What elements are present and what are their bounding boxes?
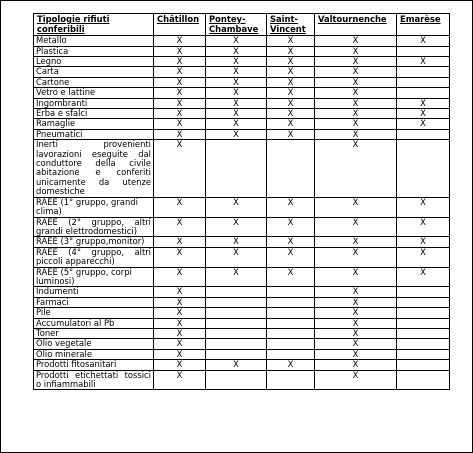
table-row: [34, 129, 450, 139]
mark-cell-saint-vincent: X: [267, 88, 315, 98]
mark-cell-emarese: [397, 297, 450, 307]
table-row: [34, 297, 450, 307]
mark-cell-chatillon: X: [154, 119, 206, 129]
waste-type-cell: Olio vegetale: [34, 339, 154, 349]
mark-cell-saint-vincent: [267, 308, 315, 318]
waste-type-cell: Prodotti etichettati tossici o infiammabili: [34, 370, 154, 390]
waste-type-cell: Accumulatori al Pb: [34, 318, 154, 328]
mark-cell-saint-vincent: X: [267, 247, 315, 267]
mark-cell-chatillon: X: [154, 129, 206, 139]
header-chatillon: Châtillon: [154, 14, 206, 36]
mark-cell-emarese: [397, 339, 450, 349]
waste-type-cell: RAEE (1° gruppo, grandi clima): [34, 197, 154, 217]
waste-type-cell: Legno: [34, 57, 154, 67]
mark-cell-emarese: X: [397, 267, 450, 287]
mark-cell-saint-vincent: [267, 339, 315, 349]
table-row: [34, 247, 450, 267]
mark-cell-saint-vincent: X: [267, 67, 315, 77]
waste-type-cell: Ingombranti: [34, 98, 154, 108]
mark-cell-saint-vincent: [267, 370, 315, 390]
mark-cell-pontey-chambave: X: [206, 129, 267, 139]
mark-cell-emarese: [397, 360, 450, 370]
mark-cell-saint-vincent: X: [267, 237, 315, 247]
waste-type-cell: Pile: [34, 308, 154, 318]
table-row: [34, 287, 450, 297]
mark-cell-chatillon: X: [154, 197, 206, 217]
waste-type-cell: Erba e sfalci: [34, 109, 154, 119]
mark-cell-chatillon: X: [154, 287, 206, 297]
mark-cell-saint-vincent: X: [267, 217, 315, 237]
mark-cell-emarese: [397, 129, 450, 139]
table-row: [34, 197, 450, 217]
waste-type-cell: Indumenti: [34, 287, 154, 297]
mark-cell-chatillon: X: [154, 237, 206, 247]
mark-cell-valtournenche: X: [315, 109, 397, 119]
mark-cell-valtournenche: X: [315, 67, 397, 77]
header-pontey-chambave: Pontey-Chambave: [206, 14, 267, 36]
mark-cell-valtournenche: X: [315, 247, 397, 267]
mark-cell-chatillon: X: [154, 140, 206, 197]
mark-cell-emarese: [397, 140, 450, 197]
mark-cell-chatillon: X: [154, 297, 206, 307]
header-saint-vincent: Saint-Vincent: [267, 14, 315, 36]
mark-cell-pontey-chambave: X: [206, 197, 267, 217]
mark-cell-emarese: X: [397, 119, 450, 129]
mark-cell-pontey-chambave: [206, 308, 267, 318]
mark-cell-valtournenche: X: [315, 36, 397, 46]
mark-cell-pontey-chambave: X: [206, 67, 267, 77]
header-emarese: Emarèse: [397, 14, 450, 36]
mark-cell-emarese: [397, 318, 450, 328]
mark-cell-emarese: X: [397, 197, 450, 217]
mark-cell-saint-vincent: X: [267, 57, 315, 67]
table-row: [34, 360, 450, 370]
table-row: [34, 67, 450, 77]
mark-cell-valtournenche: X: [315, 57, 397, 67]
mark-cell-saint-vincent: [267, 318, 315, 328]
waste-type-cell: Vetro e lattine: [34, 88, 154, 98]
mark-cell-pontey-chambave: [206, 318, 267, 328]
mark-cell-pontey-chambave: [206, 328, 267, 338]
mark-cell-pontey-chambave: [206, 349, 267, 359]
mark-cell-chatillon: X: [154, 339, 206, 349]
table-row: [34, 217, 450, 237]
mark-cell-valtournenche: X: [315, 308, 397, 318]
mark-cell-chatillon: X: [154, 267, 206, 287]
waste-type-cell: RAEE (2° gruppo, altri grandi elettrodomestici): [34, 217, 154, 237]
mark-cell-saint-vincent: X: [267, 360, 315, 370]
table-row: [34, 318, 450, 328]
waste-type-cell: RAEE (3° gruppo,monitor): [34, 237, 154, 247]
mark-cell-saint-vincent: [267, 328, 315, 338]
mark-cell-saint-vincent: X: [267, 197, 315, 217]
mark-cell-emarese: X: [397, 247, 450, 267]
mark-cell-pontey-chambave: X: [206, 36, 267, 46]
table-row: [34, 98, 450, 108]
waste-type-cell: Cartone: [34, 77, 154, 87]
mark-cell-emarese: [397, 77, 450, 87]
table-row: [34, 308, 450, 318]
mark-cell-emarese: [397, 88, 450, 98]
table-row: [34, 36, 450, 46]
mark-cell-emarese: X: [397, 36, 450, 46]
mark-cell-emarese: [397, 67, 450, 77]
mark-cell-pontey-chambave: X: [206, 88, 267, 98]
waste-type-cell: Plastica: [34, 46, 154, 56]
mark-cell-valtournenche: X: [315, 119, 397, 129]
waste-type-cell: Farmaci: [34, 297, 154, 307]
table-row: [34, 339, 450, 349]
mark-cell-valtournenche: X: [315, 370, 397, 390]
table-row: [34, 119, 450, 129]
mark-cell-saint-vincent: [267, 287, 315, 297]
mark-cell-valtournenche: X: [315, 129, 397, 139]
mark-cell-valtournenche: X: [315, 98, 397, 108]
mark-cell-emarese: X: [397, 237, 450, 247]
mark-cell-valtournenche: X: [315, 140, 397, 197]
mark-cell-saint-vincent: [267, 297, 315, 307]
table-row: [34, 237, 450, 247]
mark-cell-pontey-chambave: [206, 140, 267, 197]
header-valtournenche: Valtournenche: [315, 14, 397, 36]
waste-type-cell: Ramaglie: [34, 119, 154, 129]
mark-cell-pontey-chambave: [206, 339, 267, 349]
mark-cell-valtournenche: X: [315, 328, 397, 338]
table-row: [34, 349, 450, 359]
waste-type-cell: Toner: [34, 328, 154, 338]
mark-cell-pontey-chambave: X: [206, 77, 267, 87]
mark-cell-chatillon: X: [154, 67, 206, 77]
mark-cell-chatillon: X: [154, 88, 206, 98]
mark-cell-pontey-chambave: X: [206, 57, 267, 67]
mark-cell-saint-vincent: X: [267, 119, 315, 129]
waste-collection-table: [33, 13, 450, 390]
header-row: [34, 14, 450, 36]
mark-cell-chatillon: X: [154, 349, 206, 359]
mark-cell-saint-vincent: [267, 140, 315, 197]
waste-type-cell: Metallo: [34, 36, 154, 46]
mark-cell-valtournenche: X: [315, 360, 397, 370]
waste-type-cell: Inerti provenienti lavorazioni eseguite dal conduttore della civile abitazione e conferiti unicamente da utenze domestiche: [34, 140, 154, 197]
mark-cell-valtournenche: X: [315, 339, 397, 349]
mark-cell-chatillon: X: [154, 360, 206, 370]
mark-cell-chatillon: X: [154, 370, 206, 390]
mark-cell-pontey-chambave: X: [206, 98, 267, 108]
mark-cell-pontey-chambave: X: [206, 217, 267, 237]
table-row: [34, 267, 450, 287]
mark-cell-emarese: X: [397, 98, 450, 108]
mark-cell-emarese: [397, 308, 450, 318]
waste-type-cell: RAEE (5° gruppo, corpi luminosi): [34, 267, 154, 287]
mark-cell-pontey-chambave: X: [206, 237, 267, 247]
waste-type-cell: Carta: [34, 67, 154, 77]
mark-cell-pontey-chambave: [206, 297, 267, 307]
mark-cell-pontey-chambave: X: [206, 360, 267, 370]
mark-cell-valtournenche: X: [315, 77, 397, 87]
mark-cell-valtournenche: X: [315, 237, 397, 247]
mark-cell-emarese: X: [397, 217, 450, 237]
mark-cell-chatillon: X: [154, 36, 206, 46]
table-row: [34, 77, 450, 87]
mark-cell-chatillon: X: [154, 308, 206, 318]
mark-cell-pontey-chambave: X: [206, 247, 267, 267]
table-row: [34, 328, 450, 338]
mark-cell-valtournenche: X: [315, 88, 397, 98]
mark-cell-emarese: X: [397, 57, 450, 67]
mark-cell-pontey-chambave: X: [206, 109, 267, 119]
mark-cell-pontey-chambave: X: [206, 267, 267, 287]
header-waste-type: Tipologie rifiuti conferibili: [34, 14, 154, 36]
mark-cell-chatillon: X: [154, 217, 206, 237]
mark-cell-valtournenche: X: [315, 217, 397, 237]
table-row: [34, 46, 450, 56]
mark-cell-chatillon: X: [154, 57, 206, 67]
mark-cell-emarese: [397, 370, 450, 390]
waste-type-cell: Olio minerale: [34, 349, 154, 359]
mark-cell-valtournenche: X: [315, 197, 397, 217]
mark-cell-emarese: [397, 287, 450, 297]
mark-cell-pontey-chambave: X: [206, 46, 267, 56]
mark-cell-chatillon: X: [154, 77, 206, 87]
mark-cell-saint-vincent: X: [267, 267, 315, 287]
mark-cell-saint-vincent: [267, 349, 315, 359]
mark-cell-pontey-chambave: [206, 370, 267, 390]
waste-type-cell: Pneumatici: [34, 129, 154, 139]
mark-cell-emarese: [397, 46, 450, 56]
mark-cell-saint-vincent: X: [267, 77, 315, 87]
mark-cell-pontey-chambave: X: [206, 119, 267, 129]
mark-cell-valtournenche: X: [315, 318, 397, 328]
mark-cell-saint-vincent: X: [267, 36, 315, 46]
mark-cell-valtournenche: X: [315, 349, 397, 359]
table-row: [34, 57, 450, 67]
mark-cell-emarese: [397, 349, 450, 359]
table-row: [34, 140, 450, 197]
mark-cell-valtournenche: X: [315, 287, 397, 297]
table-row: [34, 88, 450, 98]
mark-cell-chatillon: X: [154, 247, 206, 267]
mark-cell-chatillon: X: [154, 109, 206, 119]
waste-type-cell: Prodotti fitosanitari: [34, 360, 154, 370]
mark-cell-valtournenche: X: [315, 297, 397, 307]
mark-cell-valtournenche: X: [315, 267, 397, 287]
mark-cell-saint-vincent: X: [267, 46, 315, 56]
mark-cell-saint-vincent: X: [267, 98, 315, 108]
waste-type-cell: RAEE (4° gruppo, altri piccoli apparecchi): [34, 247, 154, 267]
mark-cell-chatillon: X: [154, 328, 206, 338]
mark-cell-emarese: X: [397, 109, 450, 119]
mark-cell-pontey-chambave: [206, 287, 267, 297]
mark-cell-chatillon: X: [154, 98, 206, 108]
mark-cell-saint-vincent: X: [267, 109, 315, 119]
mark-cell-chatillon: X: [154, 318, 206, 328]
table-row: [34, 370, 450, 390]
mark-cell-emarese: [397, 328, 450, 338]
mark-cell-saint-vincent: X: [267, 129, 315, 139]
mark-cell-valtournenche: X: [315, 46, 397, 56]
table-row: [34, 109, 450, 119]
mark-cell-chatillon: X: [154, 46, 206, 56]
